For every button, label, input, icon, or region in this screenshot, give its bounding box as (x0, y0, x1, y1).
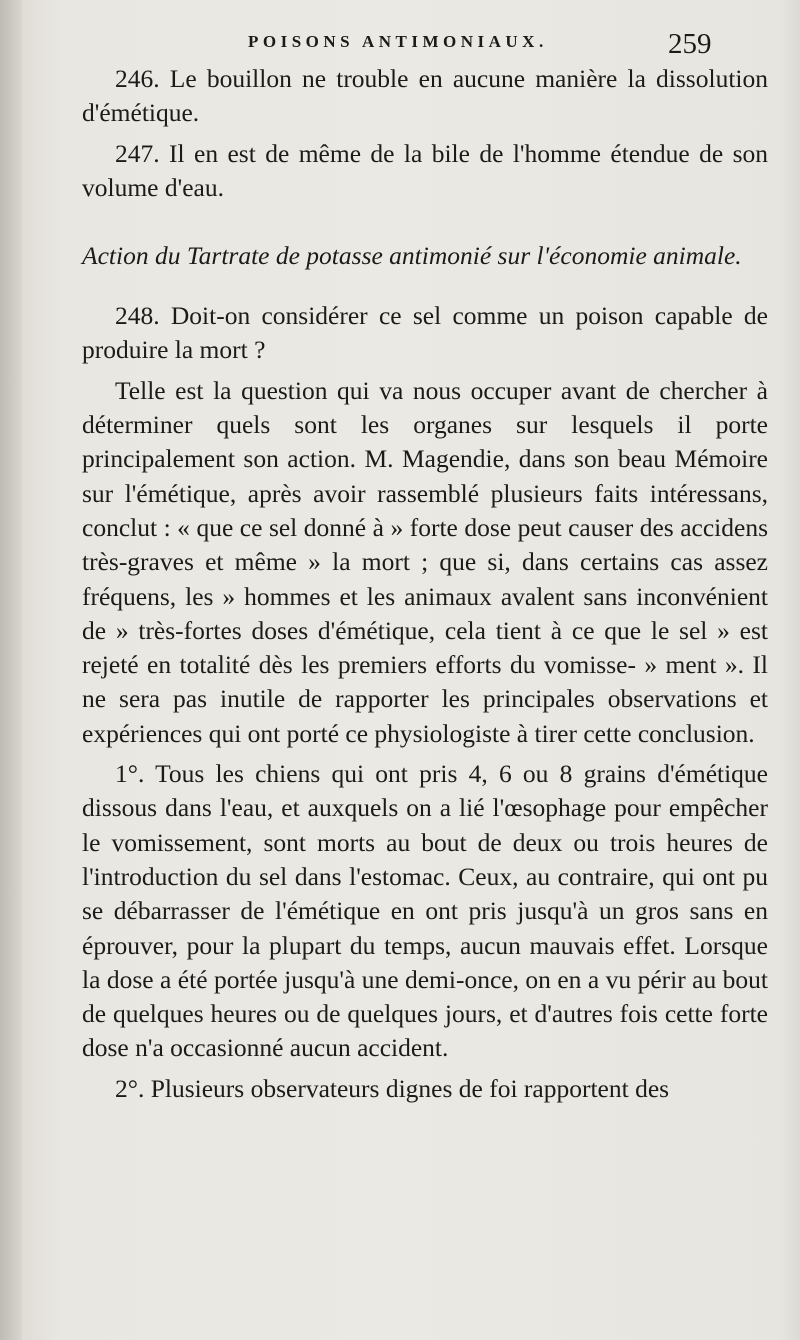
page-header (0, 28, 800, 62)
paragraph-246: 246. Le bouillon ne trouble en aucune manière la dissolution d'émétique. (82, 64, 768, 128)
paragraph-1: 1°. Tous les chiens qui ont pris 4, 6 ou 8 grains d'émétique dissous dans l'eau, et auxquels on a lié l'œsophage pour empêcher le vomissement, sont morts au bout de deux ou trois heures de l'introduction du sel dans l'estomac. Ceux, au contraire, qui ont pu se débarrasser de l'émétique en ont pris jusqu'à un gros sans en éprouver, pour la plupart du temps, aucun mauvais effet. Lorsque la dose a été portée jusqu'à une demi-once, on en a vu périr au bout de quelques heures ou de quelques jours, et d'autres fois cette forte dose n'a occasionné aucun accident. (82, 759, 768, 1063)
paragraph-247: 247. Il en est de même de la bile de l'homme étendue de son volume d'eau. (82, 138, 768, 202)
section-heading: Action du Tartrate de potasse antimonié sur l'économie animale. (82, 241, 742, 271)
running-title: POISONS ANTIMONIAUX. (248, 32, 548, 51)
paragraph-question: Telle est la question qui va nous occuper avant de chercher à déterminer quels sont les organes sur lesquels il porte principalement son action. M. Magendie, dans son beau Mémoire sur l'émétique, après avoir rassemblé plusieurs faits intéressans, conclut : « que ce sel donné à » forte dose peut causer des accidens très-graves et même » la mort ; que si, dans certains cas assez fréquens, les » hommes et les animaux avalent sans inconvénient de » très-fortes doses d'émétique, cela tient à ce que le sel » est rejeté en totalité dès les premiers efforts du vomisse- » ment ». Il ne sera pas inutile de rapporter les principales observations et expériences qui ont porté ce physiologiste à tirer cette conclusion. (82, 375, 768, 748)
page-gutter-shadow (0, 0, 22, 1340)
page-number: 259 (668, 28, 712, 60)
paragraph-248: 248. Doit-on considérer ce sel comme un poison capable de produire la mort ? (82, 301, 768, 365)
paragraph-2: 2°. Plusieurs observateurs dignes de foi rapportent des (115, 1073, 670, 1103)
body-text (82, 62, 768, 1106)
